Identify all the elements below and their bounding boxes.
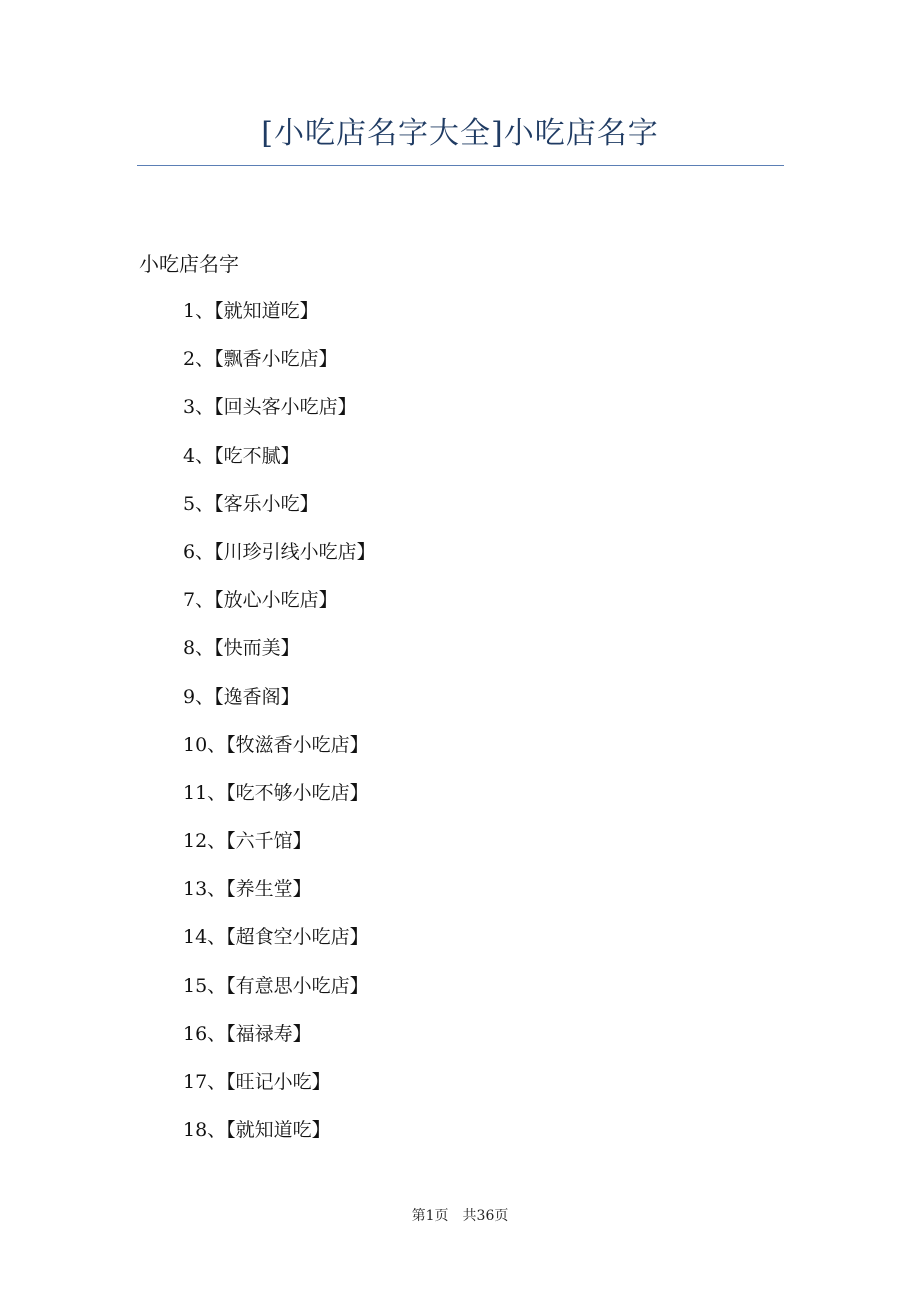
list-item: 15、【有意思小吃店】: [183, 974, 369, 997]
list-item: 1、【就知道吃】: [183, 300, 319, 322]
list-item: 3、【回头客小吃店】: [183, 396, 357, 419]
list-item: 17、【旺记小吃】: [183, 1071, 331, 1093]
page-footer: [0, 1205, 920, 1227]
list-item: 4、【吃不腻】: [183, 444, 300, 467]
list-item: 11、【吃不够小吃店】: [183, 781, 369, 804]
list-item: 8、【快而美】: [183, 637, 300, 660]
list-item: 12、【六千馆】: [183, 830, 312, 853]
list-item: 2、【飘香小吃店】: [183, 348, 338, 371]
list-item: 9、【逸香阁】: [183, 685, 300, 708]
section-heading: 小吃店名字: [139, 252, 239, 276]
page-number-total: 共36页: [462, 1208, 509, 1224]
list-item: 18、【就知道吃】: [183, 1119, 331, 1142]
list-item: 6、【川珍引线小吃店】: [183, 540, 376, 563]
shop-name-list: [183, 296, 376, 1163]
list-item: 16、【福禄寿】: [183, 1022, 312, 1045]
title-underline-rule: [137, 165, 784, 166]
list-item: 13、【养生堂】: [183, 878, 312, 901]
list-item: 7、【放心小吃店】: [183, 589, 338, 612]
list-item: 14、【超食空小吃店】: [183, 926, 369, 949]
list-item: 5、【客乐小吃】: [183, 492, 319, 515]
document-title: [小吃店名字大全]小吃店名字: [261, 116, 659, 151]
list-item: 10、【牧滋香小吃店】: [183, 733, 369, 756]
page-number-current: 第1页: [411, 1208, 449, 1224]
